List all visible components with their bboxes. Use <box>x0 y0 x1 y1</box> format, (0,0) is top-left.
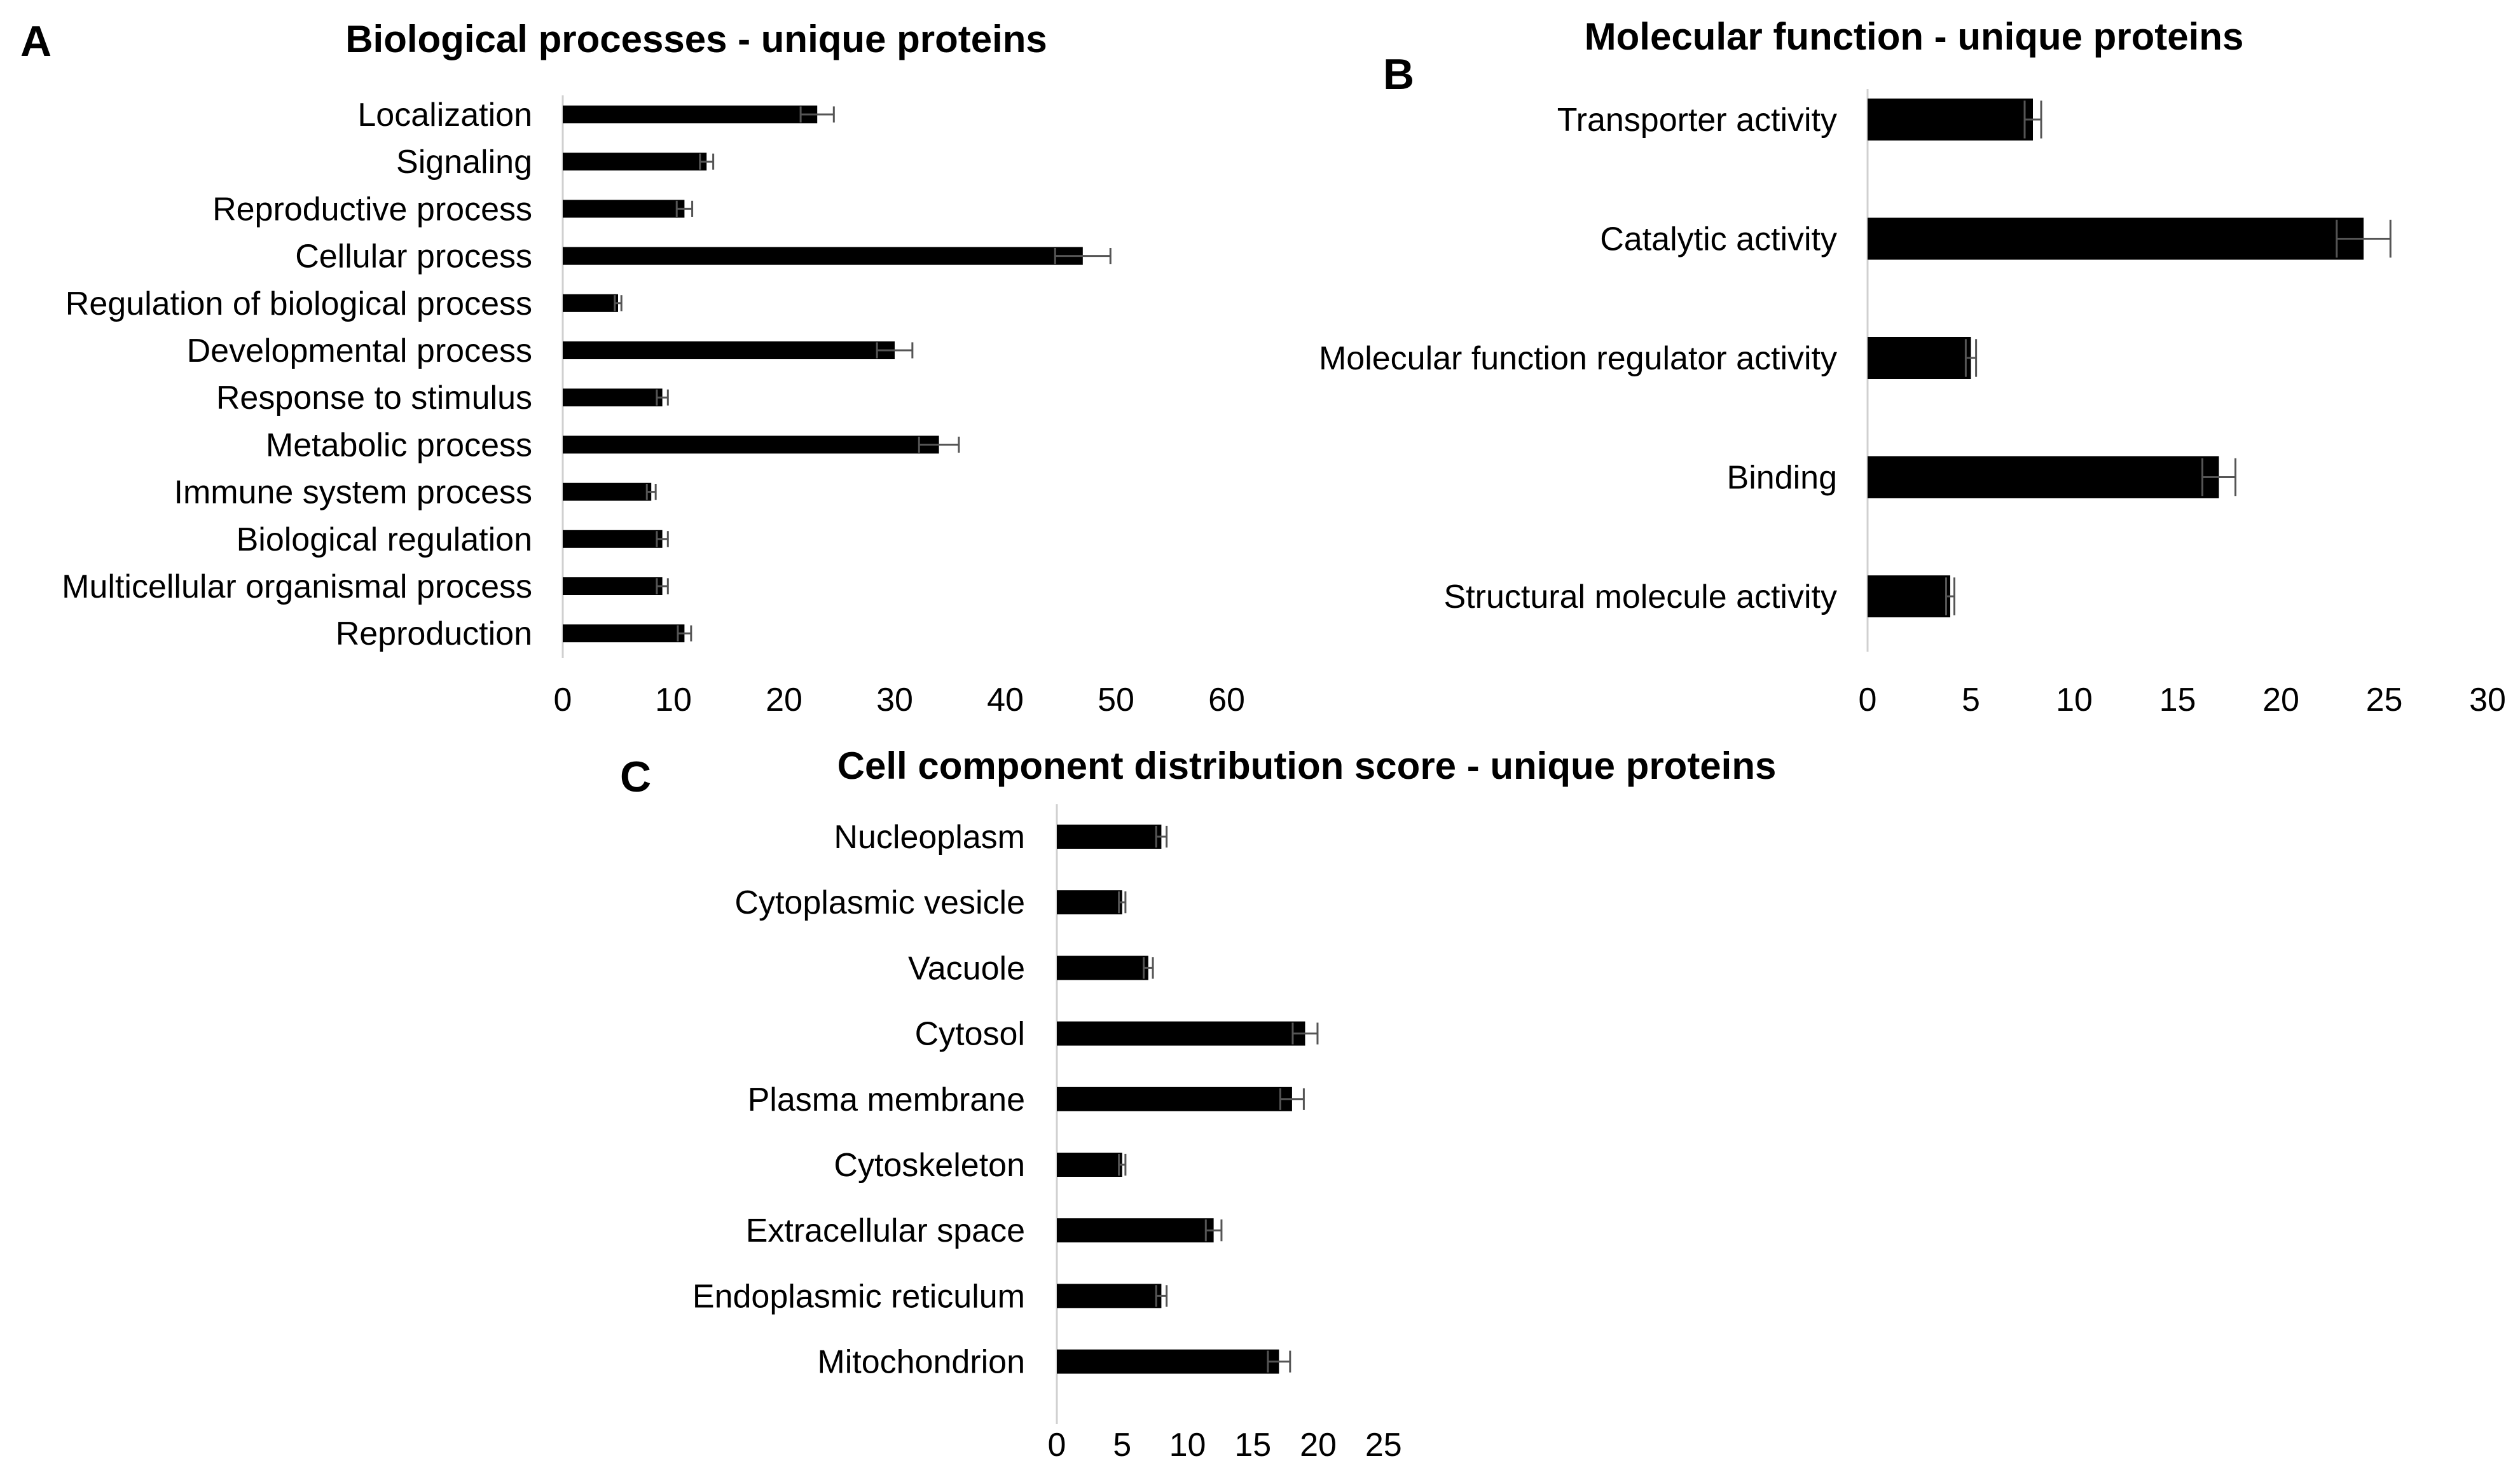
category-label-mitochondrion: Mitochondrion <box>817 1343 1025 1381</box>
bar-immune-system-process <box>563 483 651 501</box>
bar-cellular-process <box>563 247 1083 265</box>
bar-binding <box>1868 456 2219 498</box>
bar-endoplasmic-reticulum <box>1057 1284 1161 1308</box>
panel-c-letter: C <box>620 753 652 801</box>
category-label-plasma-membrane: Plasma membrane <box>747 1081 1025 1118</box>
bar-mitochondrion <box>1057 1350 1279 1374</box>
bar-response-to-stimulus <box>563 388 663 406</box>
bar-plasma-membrane <box>1057 1087 1292 1111</box>
panel-a-letter: A <box>20 17 52 65</box>
tick-label-c-15: 15 <box>1234 1427 1272 1464</box>
category-label-cellular-process: Cellular process <box>295 238 532 275</box>
category-label-catalytic-activity: Catalytic activity <box>1600 221 1837 258</box>
tick-label-a-10: 10 <box>655 682 692 718</box>
category-label-reproductive-process: Reproductive process <box>212 191 532 228</box>
category-label-binding: Binding <box>1726 459 1837 497</box>
category-label-extracellular-space: Extracellular space <box>745 1212 1025 1250</box>
bar-metabolic-process <box>563 436 939 453</box>
bar-nucleoplasm <box>1057 825 1161 849</box>
category-label-regulation-of-biological-process: Regulation of biological process <box>65 285 532 322</box>
bar-molecular-function-regulator-activity <box>1868 337 1971 379</box>
bar-extracellular-space <box>1057 1218 1214 1242</box>
tick-label-c-0: 0 <box>1047 1427 1066 1464</box>
tick-label-b-20: 20 <box>2262 682 2299 718</box>
category-label-metabolic-process: Metabolic process <box>265 427 532 464</box>
panel-b-title: Molecular function - unique proteins <box>1584 15 2244 58</box>
category-label-molecular-function-regulator-activity: Molecular function regulator activity <box>1318 340 1837 377</box>
bar-catalytic-activity <box>1868 218 2364 260</box>
tick-label-b-30: 30 <box>2469 682 2506 718</box>
bar-biological-regulation <box>563 530 663 548</box>
bar-multicellular-organismal-process <box>563 577 663 595</box>
category-label-nucleoplasm: Nucleoplasm <box>834 819 1025 856</box>
category-label-cytoskeleton: Cytoskeleton <box>834 1147 1025 1184</box>
category-label-reproduction: Reproduction <box>335 615 532 653</box>
tick-label-a-60: 60 <box>1208 682 1245 718</box>
bar-vacuole <box>1057 956 1148 980</box>
tick-label-a-0: 0 <box>553 682 572 718</box>
category-label-structural-molecule-activity: Structural molecule activity <box>1443 579 1837 615</box>
bar-transporter-activity <box>1868 99 2033 141</box>
tick-label-b-10: 10 <box>2056 682 2093 718</box>
bar-signaling <box>563 153 706 170</box>
category-label-multicellular-organismal-process: Multicellular organismal process <box>62 568 532 605</box>
bar-cytoplasmic-vesicle <box>1057 890 1122 914</box>
panel-b-letter: B <box>1383 50 1415 99</box>
tick-label-b-15: 15 <box>2159 682 2196 718</box>
bar-reproduction <box>563 624 684 642</box>
tick-label-c-5: 5 <box>1113 1427 1132 1464</box>
panel-c-title: Cell component distribution score - unique proteins <box>837 744 1777 787</box>
category-label-immune-system-process: Immune system process <box>174 474 532 511</box>
category-label-endoplasmic-reticulum: Endoplasmic reticulum <box>692 1278 1025 1315</box>
category-label-cytosol: Cytosol <box>914 1015 1025 1053</box>
tick-label-b-0: 0 <box>1858 682 1877 718</box>
tick-label-c-25: 25 <box>1365 1427 1402 1464</box>
category-label-transporter-activity: Transporter activity <box>1557 102 1837 139</box>
bar-developmental-process <box>563 341 895 359</box>
category-label-response-to-stimulus: Response to stimulus <box>216 380 532 417</box>
category-label-cytoplasmic-vesicle: Cytoplasmic vesicle <box>734 884 1025 922</box>
bar-structural-molecule-activity <box>1868 575 1950 617</box>
tick-label-a-20: 20 <box>766 682 802 718</box>
tick-label-c-20: 20 <box>1300 1427 1337 1464</box>
tick-label-b-5: 5 <box>1962 682 1980 718</box>
category-label-biological-regulation: Biological regulation <box>236 521 532 558</box>
tick-label-a-50: 50 <box>1098 682 1134 718</box>
bar-cytosol <box>1057 1022 1305 1046</box>
tick-label-c-10: 10 <box>1169 1427 1206 1464</box>
category-label-signaling: Signaling <box>396 144 532 181</box>
category-label-vacuole: Vacuole <box>907 950 1025 987</box>
bar-cytoskeleton <box>1057 1153 1122 1177</box>
bar-regulation-of-biological-process <box>563 294 618 312</box>
tick-label-a-30: 30 <box>876 682 913 718</box>
panel-a-title: Biological processes - unique proteins <box>345 18 1047 60</box>
tick-label-a-40: 40 <box>987 682 1024 718</box>
category-label-developmental-process: Developmental process <box>186 333 532 369</box>
bar-localization <box>563 106 817 123</box>
category-label-localization: Localization <box>357 97 532 134</box>
bar-reproductive-process <box>563 200 684 217</box>
tick-label-b-25: 25 <box>2365 682 2403 718</box>
